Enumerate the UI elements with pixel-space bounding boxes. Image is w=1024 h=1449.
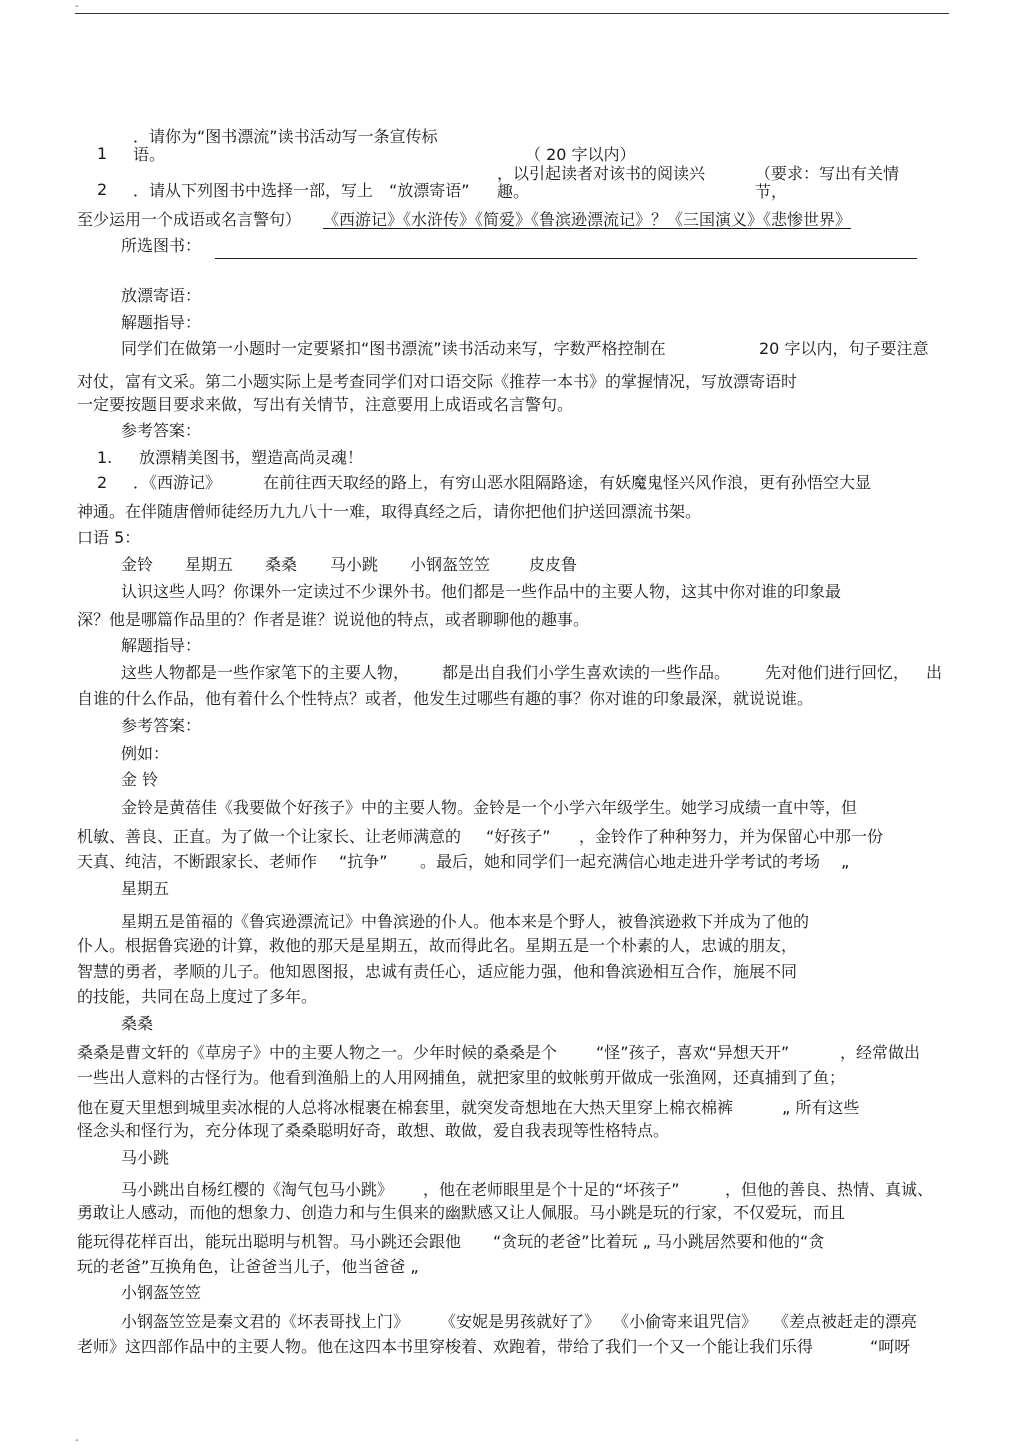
answer1-item1: 放漂精美图书，塑造高尚灵魂！ [139, 448, 364, 467]
maxiaotiao-line1a: 马小跳出自杨红樱的《淘气包马小跳》 [121, 1180, 394, 1199]
maxiaotiao-line4: 玩的老爸”互换角色，让爸爸当儿子，他当爸爸 „ [77, 1257, 419, 1276]
jinling-line3b: “抗争” [339, 852, 388, 871]
jinling-line3d: „ [841, 852, 850, 871]
jinling-line2c: ，金铃作了种种努力，并为保留心中那一份 [579, 827, 884, 846]
q1-text-cont: 语。 [133, 145, 166, 164]
guide1-line2: 对仗，富有文采。第二小题实际上是考查同学们对口语交际《推荐一本书》的掌握情况，写放漂寄语时 [77, 372, 798, 391]
answer2-label: 参考答案： [121, 716, 202, 735]
sangsang-line4: 怪念头和怪行为，充分体现了桑桑聪明好奇，敢想、敢做，爱自我表现等性格特点。 [77, 1121, 670, 1140]
q2-line3: 至少运用一个成语或名言警句） [77, 210, 302, 229]
xiaogang-line1b: 《安妮是男孩就好了》 [440, 1312, 601, 1331]
maxiaotiao-line2: 勇敢让人感动，而他的想象力、创造力和与生俱来的幽默感又让人佩服。马小跳是玩的行家，不仅爱玩，而且 [77, 1203, 846, 1222]
q2-number: 2 [97, 180, 108, 199]
message-label: 放漂寄语： [121, 286, 202, 305]
guide2-line1d: 出 [926, 663, 943, 682]
oral5-name: 马小跳 [330, 555, 379, 574]
oral5-title: 口语 5： [77, 528, 141, 547]
maxiaotiao-line3a: 能玩得花样百出，能玩出聪明与机智。马小跳还会跟他 [77, 1232, 462, 1251]
selected-book-label: 所选图书： [121, 236, 202, 255]
friday-line3: 智慧的勇者，孝顺的儿子。他知恩图报，忠诚有责任心，适应能力强，他和鲁滨逊相互合作，施展不同 [77, 962, 798, 981]
xiaogang-line1d: 《差点被赶走的漂亮 [773, 1312, 918, 1331]
friday-line4: 的技能，共同在岛上度过了多年。 [77, 987, 318, 1006]
answer1-label: 参考答案： [121, 421, 202, 440]
answer1-num2: 2 [97, 473, 108, 492]
section-heading: 星期五 [121, 879, 170, 898]
answer1-item2a: ．《西游记》 [133, 473, 222, 492]
friday-line2: 仆人。根据鲁宾逊的计算，救他的那天是星期五，故而得此名。星期五是一个朴素的人，忠诚的朋友， [77, 936, 798, 955]
guide2-label: 解题指导： [121, 636, 202, 655]
q1-limit: （ 20 字以内） [525, 145, 636, 164]
guide2-line1a: 这些人物都是一些作家笔下的主要人物， [121, 663, 410, 682]
maxiaotiao-line1b: ，他在老师眼里是个十足的“坏孩子” [423, 1180, 680, 1199]
example-label: 例如： [121, 744, 170, 763]
footer-corner-mark: - [75, 1435, 79, 1446]
jinling-line1: 金铃是黄蓓佳《我要做个好孩子》中的主要人物。金铃是一个小学六年级学生。她学习成绩一直中等，但 [121, 798, 858, 817]
jinling-line3a: 天真、纯洁，不断跟家长、老师作 [77, 852, 318, 871]
oral5-name: 星期五 [185, 555, 234, 574]
guide2-line1b: 都是出自我们小学生喜欢读的一些作品。 [442, 663, 731, 682]
sangsang-line1c: ，经常做出 [840, 1043, 921, 1062]
answer1-item2b: 在前往西天取经的路上，有穷山恶水阻隔路途，有妖魔鬼怪兴风作浪，更有孙悟空大显 [263, 473, 872, 492]
q2-mid: ，以引起读者对该书的阅读兴 [497, 164, 706, 183]
sangsang-line3b: „ 所有这些 [782, 1098, 860, 1117]
q2-qu: 趣。 [497, 182, 530, 201]
q1-text: ．请你为“图书漂流”读书活动写一条宣传标 [133, 127, 438, 146]
header-corner-mark: - [75, 1, 79, 12]
section-heading: 马小跳 [121, 1148, 170, 1167]
oral5-name: 皮皮鲁 [529, 555, 578, 574]
maxiaotiao-line1c: ，但他的善良、热情、真诚、 [725, 1180, 934, 1199]
section-heading: 桑桑 [121, 1014, 154, 1033]
q2-jie: 节， [755, 182, 788, 201]
answer1-item2c: 神通。在伴随唐僧师徒经历九九八十一难，取得真经之后，请你把他们护送回漂流书架。 [77, 502, 702, 521]
sangsang-line2: 一些出人意料的古怪行为。他看到渔船上的人用网捕鱼，就把家里的蚊帐剪开做成一张渔网，还真捕到了鱼； [77, 1068, 846, 1087]
guide1-label: 解题指导： [121, 313, 202, 332]
oral5-question2: 深？他是哪篇作品里的？作者是谁？说说他的特点，或者聊聊他的趣事。 [77, 610, 590, 629]
q2-book-list: 《西游记》《水浒传》《简爱》《鲁滨逊漂流记》？《三国演义》《悲惨世界》 [323, 210, 852, 229]
q2-requirement: （要求：写出有关情 [755, 164, 900, 183]
q1-number: 1 [97, 144, 108, 163]
guide1-line1a: 同学们在做第一小题时一定要紧扣“图书漂流”读书活动来写，字数严格控制在 [121, 339, 666, 358]
sangsang-line3a: 他在夏天里想到城里卖冰棍的人总将冰棍裹在棉套里，就突发奇想地在大热天里穿上棉衣棉裤 [77, 1098, 734, 1117]
xiaogang-line2a: 老师》这四部作品中的主要人物。他在这四本书里穿梭着、欢跑着，带给了我们一个又一个能让我们乐得 [77, 1337, 814, 1356]
selected-book-blank [215, 258, 917, 259]
xiaogang-line1c: 《小偷寄来诅咒信》 [613, 1312, 758, 1331]
header-rule [75, 13, 949, 14]
q2-text: ．请从下列图书中选择一部，写上 “放漂寄语” [133, 181, 470, 200]
jinling-line3c: 。最后，她和同学们一起充满信心地走进升学考试的考场 [420, 852, 821, 871]
jinling-line2a: 机敏、善良、正直。为了做一个让家长、让老师满意的 [77, 827, 462, 846]
xiaogang-line1a: 小钢盔笠笠是秦文君的《坏表哥找上门》 [121, 1312, 410, 1331]
sangsang-line1b: “怪”孩子，喜欢“异想天开” [596, 1043, 790, 1062]
oral5-name: 桑桑 [265, 555, 298, 574]
oral5-name: 金铃 [121, 555, 154, 574]
guide1-line3: 一定要按题目要求来做，写出有关情节，注意要用上成语或名言警句。 [77, 395, 574, 414]
section-heading: 小钢盔笠笠 [121, 1283, 202, 1302]
guide2-line1c: 先对他们进行回忆， [765, 663, 910, 682]
oral5-question1: 认识这些人吗？你课外一定读过不少课外书。他们都是一些作品中的主要人物，这其中你对谁的印象最 [121, 582, 842, 601]
oral5-name: 小钢盔笠笠 [410, 555, 491, 574]
section-heading: 金 铃 [121, 770, 159, 789]
friday-line1: 星期五是笛福的《鲁宾逊漂流记》中鲁滨逊的仆人。他本来是个野人，被鲁滨逊救下并成为了他的 [121, 912, 810, 931]
answer1-num1: 1. [97, 448, 113, 467]
guide1-line1b: 20 字以内，句子要注意 [759, 339, 929, 358]
xiaogang-line2b: “呵呀 [870, 1337, 911, 1356]
guide2-line2: 自谁的什么作品，他有着什么个性特点？或者，他发生过哪些有趣的事？你对谁的印象最深，就说说谁。 [77, 689, 814, 708]
maxiaotiao-line3b: “贪玩的老爸”比着玩 „ 马小跳居然要和他的“贪 [493, 1232, 825, 1251]
jinling-line2b: “好孩子” [486, 827, 551, 846]
sangsang-line1a: 桑桑是曹文轩的《草房子》中的主要人物之一。少年时候的桑桑是个 [77, 1043, 558, 1062]
